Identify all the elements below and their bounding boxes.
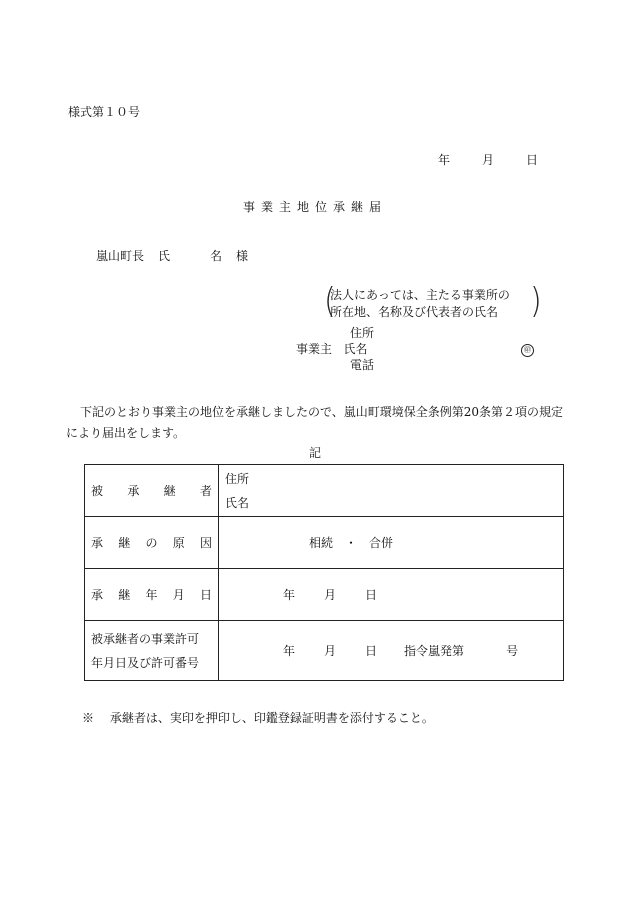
label-char: 日 [199,588,212,602]
succession-table [84,464,564,681]
applicant-label: 事業主 [296,342,333,356]
succession-month: 月 [324,588,337,602]
label-date [85,569,219,621]
label-char: 承 [127,484,140,498]
permit-cell[interactable] [219,621,564,681]
table-row [85,621,564,681]
successor-address: 住所 [225,471,250,486]
reason-value[interactable]: 相続 ・ 合併 [219,517,564,569]
label-permit-line1: 被承継者の事業許可 [91,631,200,646]
applicant-name-label: 氏名 [343,342,368,356]
label-char: 被 [91,484,104,498]
table-row [85,517,564,569]
page-title: 事業主地位承継届 [242,200,387,214]
addressee [96,247,248,264]
label-char: 継 [118,588,131,602]
corporation-note-line1: 法人にあっては、主たる事業所の [330,288,510,302]
label-successor [85,465,219,517]
left-bracket-icon: ( [324,281,336,322]
date-year: 年 [438,153,451,167]
label-char: 原 [172,536,185,550]
table-row [85,465,564,517]
addressee-honorific-1: 氏 [158,249,171,263]
label-char: 継 [163,484,176,498]
succession-day: 日 [365,588,378,602]
corporation-note [324,281,542,322]
label-permit [85,621,219,681]
addressee-sama: 様 [236,249,249,263]
permit-day: 日 [365,644,378,658]
permit-prefix: 指令嵐発第 [404,644,465,658]
permit-year: 年 [283,644,296,658]
label-reason [85,517,219,569]
label-char: の [145,536,158,550]
label-char: 承 [91,588,104,602]
table-row [85,569,564,621]
applicant-phone-label: 電話 [350,358,375,372]
form-number: 様式第１０号 [68,105,141,119]
label-char: 月 [172,588,185,602]
date-month: 月 [481,153,494,167]
applicant-block [296,325,374,373]
addressee-mayor: 嵐山町長 [96,249,145,263]
label-char: 者 [199,484,212,498]
addressee-honorific-2: 名 [210,249,223,263]
seal-mark: ㊞ [521,344,534,357]
label-char: 年 [145,588,158,602]
label-char: 継 [118,536,131,550]
applicant-address-label: 住所 [350,326,375,340]
succession-year: 年 [283,588,296,602]
body-text [66,402,566,444]
date-day: 日 [525,153,538,167]
ki-label: 記 [308,446,321,460]
succession-date-cell[interactable] [219,569,564,621]
permit-month: 月 [324,644,337,658]
successor-cell[interactable] [219,465,564,517]
label-char: 因 [199,536,212,550]
date-row [438,151,538,168]
right-bracket-icon: ) [530,281,542,322]
permit-suffix: 号 [506,644,519,658]
footnote: ※ 承継者は、実印を押印し、印鑑登録証明書を添付すること。 [82,711,434,725]
label-permit-line2: 年月日及び許可番号 [91,655,200,670]
corporation-note-line2: 所在地、名称及び代表者の氏名 [330,305,499,319]
body-text-content: 下記のとおり事業主の地位を承継しましたので、嵐山町環境保全条例第20条第２項の規定により届出をします。 [66,405,564,440]
label-char: 承 [91,536,104,550]
successor-name: 氏名 [225,495,250,510]
